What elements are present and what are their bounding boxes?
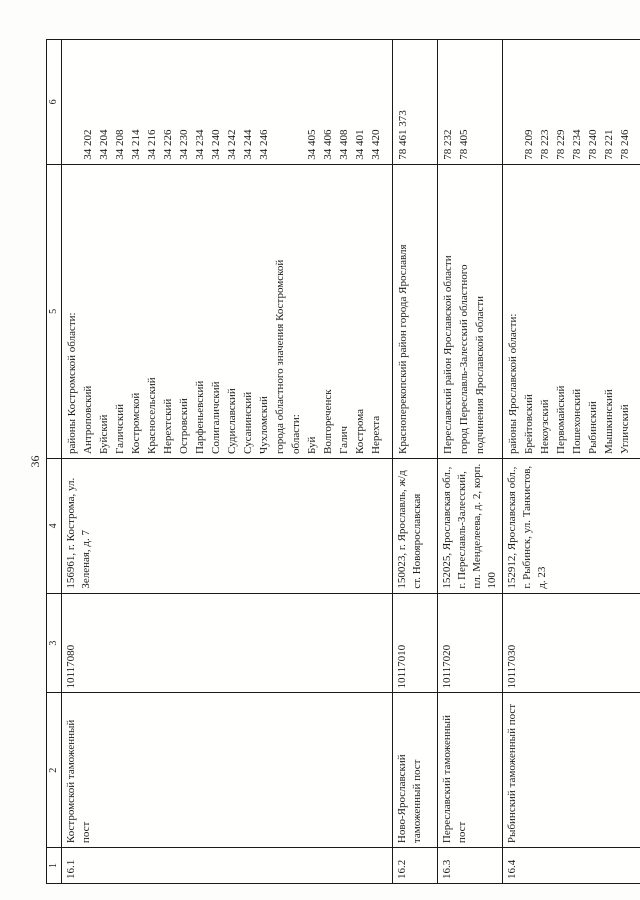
cell-post-name: Ново-Ярославский таможенный пост <box>393 693 437 848</box>
region-line: города областного значения Костромской <box>274 259 286 454</box>
phone-code-line: 78 232 <box>442 129 454 160</box>
region-line: Островский <box>178 398 190 454</box>
phone-code-line <box>272 43 288 160</box>
region-line: Судиславский <box>226 388 238 454</box>
phone-code-line: 34 406 <box>322 129 334 160</box>
phone-code-line: 78 246 <box>619 129 631 160</box>
phone-code-line: 34 420 <box>370 129 382 160</box>
cell-post-address: 152912, Ярославская обл., г. Рыбинск, ул. Танкистов, д. 23 <box>503 459 640 594</box>
region-line: Солигаличский <box>210 381 222 454</box>
region-line: Костромской <box>130 392 142 454</box>
cell-regions-list <box>393 165 437 459</box>
cell-regions-list <box>62 165 392 459</box>
cell-phone-codes <box>62 40 392 165</box>
phone-code-line: 34 214 <box>130 129 142 160</box>
header-cell-6: 6 <box>47 40 61 165</box>
header-cell-3: 3 <box>47 594 61 694</box>
cell-post-name: Костромской таможенный пост <box>62 693 392 848</box>
cell-post-address: 152025, Ярославская обл., г. Переславль-Залесский, пл. Менделеева, д. 2, корп. 100 <box>438 459 502 594</box>
region-line: районы Ярославской области: <box>507 313 519 454</box>
cell-post-code: 10117030 <box>503 594 640 694</box>
phone-code-line: 34 204 <box>98 129 110 160</box>
phone-code-line: 34 246 <box>258 129 270 160</box>
region-line: Волгореченск <box>322 389 334 454</box>
region-line: Галич <box>338 426 350 454</box>
phone-code-line: 78 221 <box>603 129 615 160</box>
phone-code-line <box>505 43 521 160</box>
region-line: Брейтовский <box>523 394 535 454</box>
rotated-page-content <box>26 39 634 884</box>
cell-row-number: 16.2 <box>396 859 408 879</box>
phone-code-line: 34 242 <box>226 129 238 160</box>
region-line: Угличский <box>619 404 631 454</box>
phone-code-line: 78 229 <box>555 129 567 160</box>
cell-phone-codes <box>438 40 502 165</box>
phone-code-line: 78 405 <box>458 129 470 160</box>
customs-posts-table <box>46 39 640 884</box>
phone-code-line: 34 240 <box>210 129 222 160</box>
phone-code-line: 34 226 <box>162 129 174 160</box>
region-line: Чухломский <box>258 396 270 454</box>
table-row <box>392 40 437 883</box>
cell-post-code: 10117080 <box>62 594 392 694</box>
phone-code-line: 34 408 <box>338 129 350 160</box>
region-line: Переславский район Ярославской области <box>442 255 454 454</box>
region-line: Парфеньевский <box>194 380 206 454</box>
phone-code-line: 78 240 <box>587 129 599 160</box>
region-line: Сусанинский <box>242 391 254 454</box>
phone-code-line: 34 244 <box>242 129 254 160</box>
region-line: подчинения Ярославской области <box>474 295 486 454</box>
phone-code-line: 78 461 373 <box>397 110 409 160</box>
cell-post-address: 150023, г. Ярославль, ж/д ст. Новоярославская <box>393 459 437 594</box>
cell-post-code: 10117010 <box>393 594 437 694</box>
header-cell-5: 5 <box>47 165 61 459</box>
phone-code-line: 34 405 <box>306 129 318 160</box>
phone-code-line: 78 234 <box>571 129 583 160</box>
header-cell-4: 4 <box>47 459 61 594</box>
phone-code-line: 78 223 <box>539 129 551 160</box>
region-line: Некоузский <box>539 399 551 454</box>
region-line: Пошехонский <box>571 388 583 454</box>
phone-code-line: 34 202 <box>82 129 94 160</box>
cell-post-address: 156961, г. Кострома, ул. Зеленая, д. 7 <box>62 459 392 594</box>
region-line: Нерехта <box>370 415 382 454</box>
region-line: области: <box>290 414 302 454</box>
cell-row-number: 16.3 <box>441 859 453 879</box>
cell-row-number: 16.1 <box>65 859 77 879</box>
page-number: 36 <box>28 455 42 468</box>
region-line: Красносельский <box>146 377 158 454</box>
table-header-row <box>47 40 61 883</box>
table-row <box>437 40 502 883</box>
cell-regions-list <box>438 165 502 459</box>
region-line: Галичский <box>114 404 126 454</box>
phone-code-line: 34 216 <box>146 129 158 160</box>
cell-post-name: Рыбинский таможенный пост <box>503 693 640 848</box>
phone-code-line: 34 230 <box>178 129 190 160</box>
cell-regions-list <box>503 165 640 459</box>
region-line: Рыбинский <box>587 401 599 454</box>
phone-code-line <box>288 43 304 160</box>
header-cell-1: 1 <box>48 863 59 869</box>
cell-phone-codes <box>393 40 437 165</box>
region-line: Красноперекопский район города Ярославля <box>397 244 409 454</box>
cell-phone-codes <box>503 40 640 165</box>
phone-code-line: 34 401 <box>354 129 366 160</box>
table-row <box>502 40 640 883</box>
region-line: Первомайский <box>555 385 567 454</box>
region-line: районы Костромской области: <box>66 312 78 454</box>
cell-row-number: 16.4 <box>506 859 518 879</box>
region-line: Антроповский <box>82 385 94 454</box>
region-line: город Переславль-Залесский областного <box>458 264 470 454</box>
header-cell-2: 2 <box>47 693 61 848</box>
region-line: Кострома <box>354 409 366 454</box>
phone-code-line: 34 208 <box>114 129 126 160</box>
phone-code-line <box>64 43 80 160</box>
region-line: Мышкинский <box>603 389 615 454</box>
table-row <box>61 40 392 883</box>
cell-post-name: Переславский таможенный пост <box>438 693 502 848</box>
region-line: Буйский <box>98 414 110 454</box>
region-line: Буй <box>306 436 318 454</box>
phone-code-line: 78 209 <box>523 129 535 160</box>
phone-code-line: 34 234 <box>194 129 206 160</box>
region-line: Нерехтский <box>162 398 174 454</box>
cell-post-code: 10117020 <box>438 594 502 694</box>
